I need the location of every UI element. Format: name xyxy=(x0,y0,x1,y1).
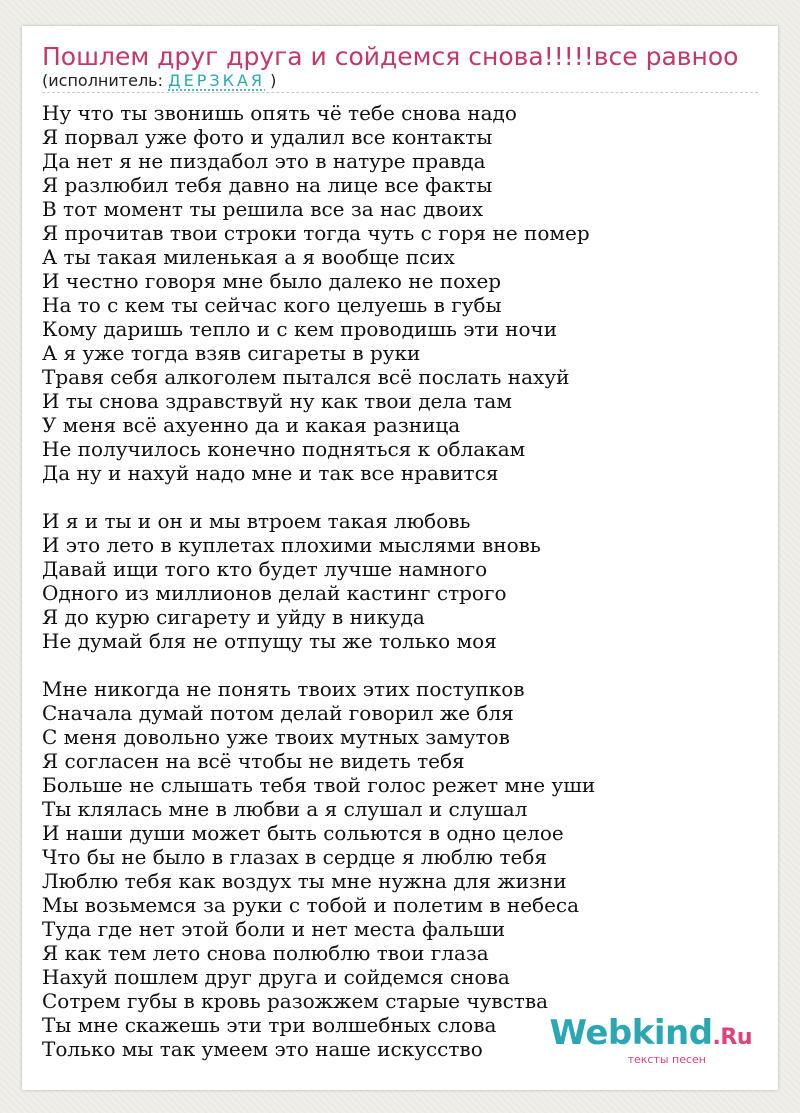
artist-suffix: ) xyxy=(265,71,277,90)
lyric-line: Я разлюбил тебя давно на лице все факты xyxy=(42,173,493,197)
logo-wordmark xyxy=(549,1013,752,1055)
header-divider xyxy=(42,92,758,93)
lyric-line: Я порвал уже фото и удалил все контакты xyxy=(42,125,493,149)
lyric-line: И ты снова здравствуй ну как твои дела там xyxy=(42,389,512,413)
artist-prefix: (исполнитель: xyxy=(42,71,169,90)
lyric-line: Да нет я не пиздабол это в натуре правда xyxy=(42,149,486,173)
lyric-line: Нахуй пошлем друг друга и сойдемся снова xyxy=(42,965,510,989)
lyric-line: И это лето в куплетах плохими мыслями вновь xyxy=(42,533,541,557)
verse-2 xyxy=(42,677,595,1061)
lyric-line: Одного из миллионов делай кастинг строго xyxy=(42,581,507,605)
chorus xyxy=(42,509,595,653)
lyric-line: Мне никогда не понять твоих этих поступков xyxy=(42,677,525,701)
artist-link[interactable]: ДЕРЗКАЯ xyxy=(168,71,266,90)
lyric-line: Не думай бля не отпущу ты же только моя xyxy=(42,629,497,653)
lyric-line: Только мы так умеем это наше искусство xyxy=(42,1037,483,1061)
logo-tagline: тексты песен xyxy=(627,1053,706,1066)
lyric-line: И наши души может быть сольются в одно целое xyxy=(42,821,564,845)
lyric-line: У меня всё ахуенно да и какая разница xyxy=(42,413,461,437)
lyric-line: А я уже тогда взяв сигареты в руки xyxy=(42,341,421,365)
lyric-line: А ты такая миленькая а я вообще псих xyxy=(42,245,455,269)
lyric-line: Давай ищи того кто будет лучше намного xyxy=(42,557,488,581)
lyric-line: Травя себя алкоголем пытался всё послать нахуй xyxy=(42,365,570,389)
stanza-gap xyxy=(42,485,595,509)
artist-line xyxy=(42,71,276,91)
lyric-line: Да ну и нахуй надо мне и так все нравится xyxy=(42,461,499,485)
lyric-line: И честно говоря мне было далеко не похер xyxy=(42,269,502,293)
lyrics-text xyxy=(42,101,595,1061)
lyric-line: Не получилось конечно подняться к облакам xyxy=(42,437,526,461)
lyric-line: Я прочитав твои строки тогда чуть с горя не помер xyxy=(42,221,590,245)
lyric-line: Больше не слышать тебя твой голос режет мне уши xyxy=(42,773,596,797)
lyric-line: Ну что ты звонишь опять чё тебе снова надо xyxy=(42,101,517,125)
lyric-line: Сначала думай потом делай говорил же бля xyxy=(42,701,514,725)
lyric-line: Что бы не было в глазах в сердце я люблю тебя xyxy=(42,845,548,869)
lyric-line: На то с кем ты сейчас кого целуешь в губы xyxy=(42,293,502,317)
lyric-line: Туда где нет этой боли и нет места фальши xyxy=(42,917,506,941)
lyric-line: Ты клялась мне в любви а я слушал и слушал xyxy=(42,797,528,821)
webkind-logo[interactable] xyxy=(549,1013,752,1066)
lyric-line: Я как тем лето снова полюблю твои глаза xyxy=(42,941,489,965)
lyric-line: С меня довольно уже твоих мутных замутов xyxy=(42,725,510,749)
lyrics-card xyxy=(22,26,778,1090)
lyric-line: Я до курю сигарету и уйду в никуда xyxy=(42,605,425,629)
stanza-gap xyxy=(42,653,595,677)
song-title: Пошлем друг друга и сойдемся снова!!!!!все равноо xyxy=(42,42,739,71)
lyric-line: Ты мне скажешь эти три волшебных слова xyxy=(42,1013,497,1037)
logo-suffix: .Ru xyxy=(712,1025,752,1050)
logo-main-text: Webkind xyxy=(549,1013,713,1053)
lyric-line: Сотрем губы в кровь разожжем старые чувства xyxy=(42,989,549,1013)
lyric-line: Люблю тебя как воздух ты мне нужна для жизни xyxy=(42,869,567,893)
lyric-line: Я согласен на всё чтобы не видеть тебя xyxy=(42,749,465,773)
lyric-line: В тот момент ты решила все за нас двоих xyxy=(42,197,484,221)
lyric-line: И я и ты и он и мы втроем такая любовь xyxy=(42,509,471,533)
lyric-line: Кому даришь тепло и с кем проводишь эти ночи xyxy=(42,317,558,341)
lyric-line: Мы возьмемся за руки с тобой и полетим в небеса xyxy=(42,893,580,917)
verse-1 xyxy=(42,101,595,485)
